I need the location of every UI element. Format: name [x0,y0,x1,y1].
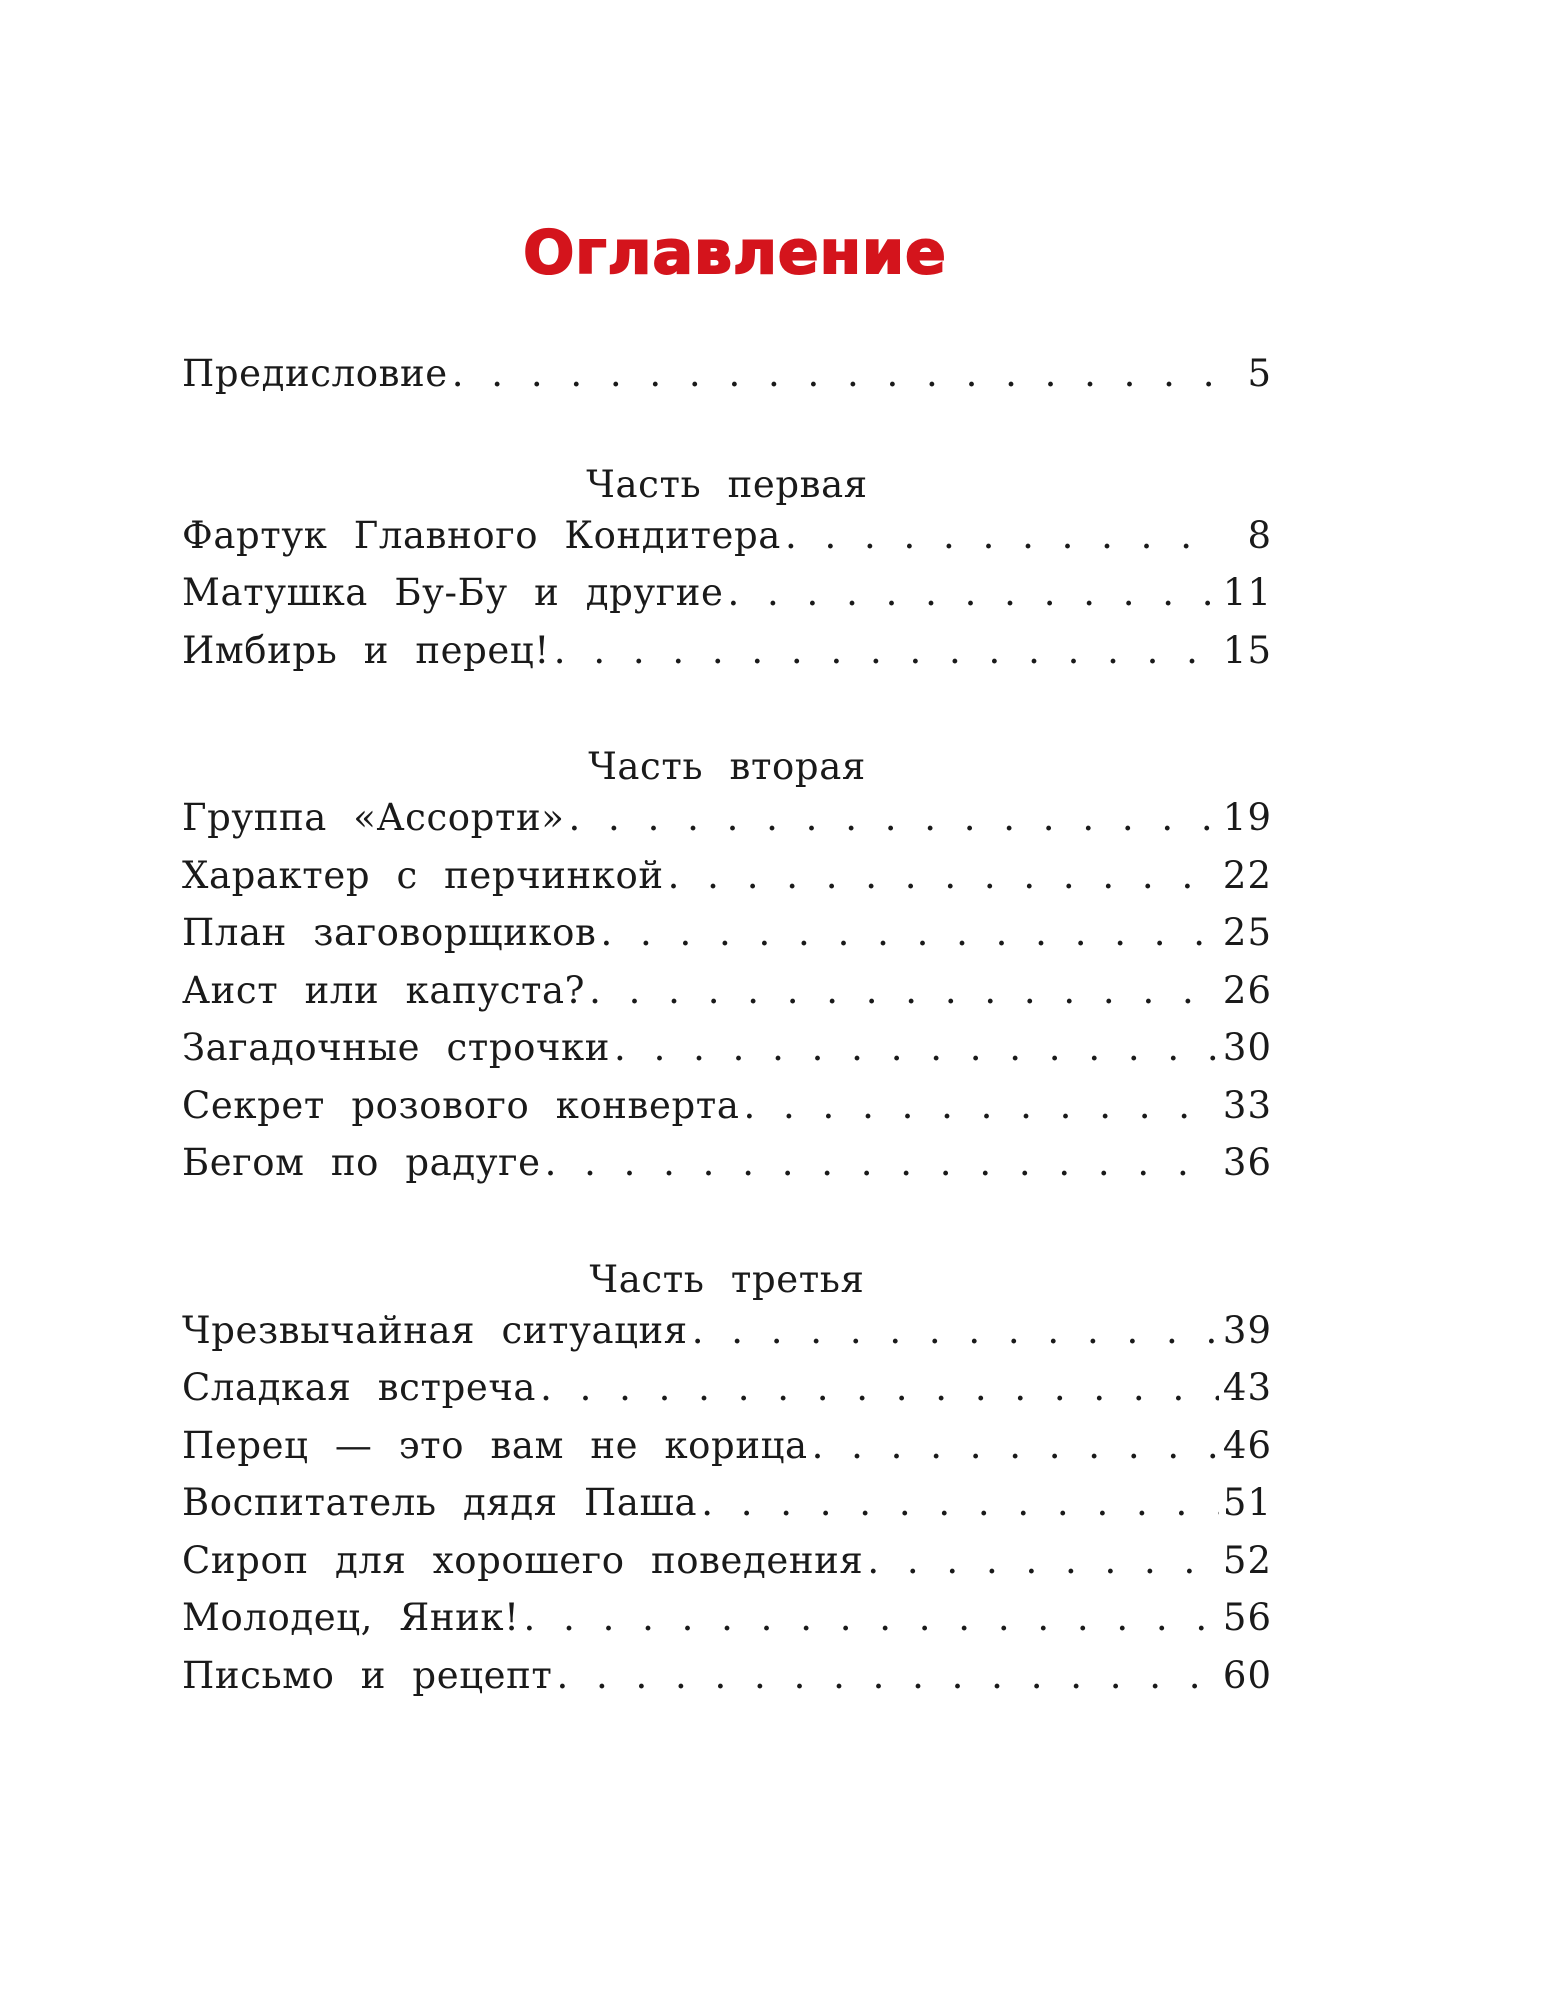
dot-leader [614,1026,1219,1069]
toc-page-number: 22 [1222,853,1272,897]
toc-entry-label: Секрет розового конверта [182,1083,740,1127]
toc-page-number: 36 [1222,1141,1272,1184]
table-of-contents [182,352,1272,1711]
toc-entry-label: Сладкая встреча [182,1366,537,1409]
toc-entry[interactable] [182,1026,1272,1084]
toc-entry[interactable] [182,1481,1272,1539]
dot-leader [728,571,1219,614]
toc-entry[interactable] [182,1366,1272,1424]
toc-entry-label: Предисловие [182,352,448,395]
toc-entry-label: Перец — это вам не корица [182,1423,808,1467]
toc-page-number: 51 [1222,1481,1272,1524]
toc-entry-label: Бегом по радуге [182,1141,541,1184]
dot-leader [668,854,1219,897]
toc-page-number: 33 [1222,1083,1272,1127]
dot-leader [540,1366,1219,1409]
toc-page-number: 26 [1222,968,1272,1012]
toc-entry-label: Чрезвычайная ситуация [182,1308,688,1352]
toc-page-number: 5 [1247,352,1272,395]
toc-entry[interactable] [182,514,1272,572]
dot-leader [812,1424,1219,1467]
toc-entry[interactable] [182,1309,1272,1367]
toc-entry-label: Фартук Главного Кондитера [182,513,781,557]
toc-page-number: 56 [1222,1596,1272,1639]
toc-page-number: 43 [1222,1366,1272,1409]
dot-leader [692,1309,1219,1352]
toc-entry[interactable] [182,571,1272,629]
dot-leader [556,1654,1218,1697]
toc-entry-label: Письмо и рецепт [182,1653,553,1697]
toc-entry[interactable] [182,796,1272,854]
toc-entry-label: Загадочные строчки [182,1026,611,1069]
toc-page-number: 19 [1222,796,1272,839]
toc-entry[interactable] [182,854,1272,912]
toc-entry-label: Сироп для хорошего поведения [182,1538,864,1582]
dot-leader [600,911,1218,954]
toc-page-number: 15 [1222,628,1272,672]
dot-leader [785,514,1222,557]
toc-entry-preface[interactable] [182,352,1272,410]
toc-entry[interactable] [182,911,1272,969]
toc-page-number: 52 [1222,1538,1272,1582]
toc-page-number: 8 [1247,513,1272,557]
toc-entry-label: План заговорщиков [182,911,597,954]
toc-entry-label: Группа «Ассорти» [182,796,565,839]
dot-leader [589,969,1219,1012]
toc-entry-label: Имбирь и перец! [182,628,550,672]
toc-page-number: 39 [1222,1308,1272,1352]
toc-entry[interactable] [182,1424,1272,1482]
dot-leader [554,629,1219,672]
toc-entry[interactable] [182,1084,1272,1142]
dot-leader [545,1141,1219,1184]
toc-page-number: 46 [1222,1423,1272,1467]
dot-leader [701,1481,1219,1524]
dot-leader [744,1084,1219,1127]
toc-page-number: 60 [1222,1653,1272,1697]
toc-entry-label: Воспитатель дядя Паша [182,1481,698,1524]
toc-entry-label: Молодец, Яник! [182,1596,520,1639]
toc-page-number: 25 [1222,911,1272,954]
toc-entry[interactable] [182,969,1272,1027]
toc-entry-label: Характер с перчинкой [182,853,664,897]
dot-leader [569,796,1219,839]
toc-entry[interactable] [182,1596,1272,1654]
toc-entry-label: Матушка Бу-Бу и другие [182,571,724,614]
toc-entry[interactable] [182,1141,1272,1199]
dot-leader [524,1596,1219,1639]
toc-entry[interactable] [182,629,1272,687]
toc-entry[interactable] [182,1539,1272,1597]
part-heading: Часть вторая [588,745,866,788]
toc-entry-label: Аист или капуста? [182,968,586,1012]
dot-leader [452,352,1222,395]
part-heading: Часть третья [589,1257,865,1301]
dot-leader [867,1539,1219,1582]
toc-page-number: 30 [1222,1026,1272,1069]
toc-page-number: 11 [1222,571,1272,614]
part-heading: Часть первая [586,462,868,506]
toc-entry[interactable] [182,1654,1272,1712]
page-title: Оглавление [523,218,947,288]
